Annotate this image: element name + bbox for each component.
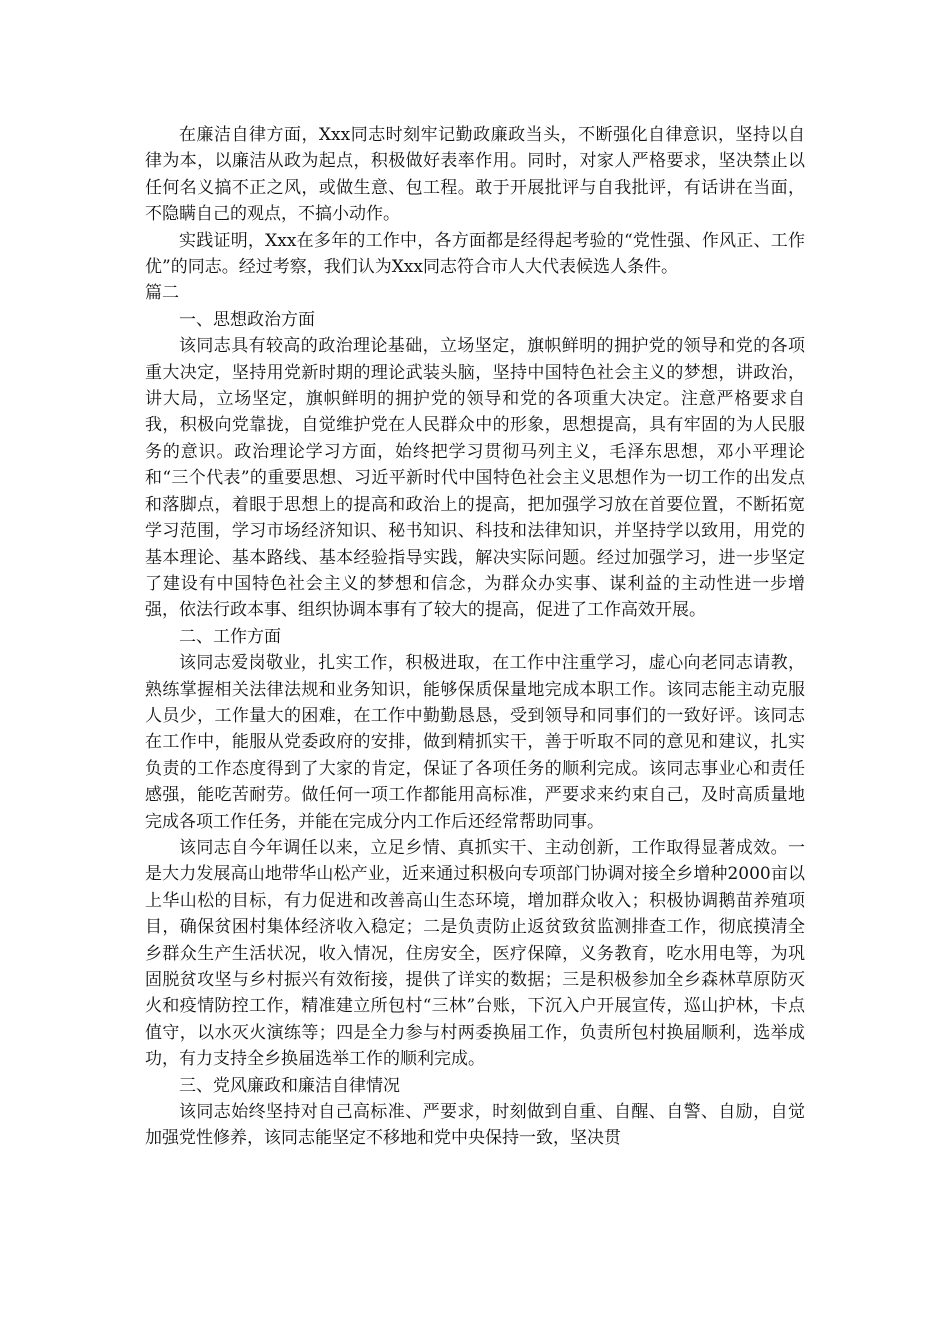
subheading-work: 二、工作方面	[179, 626, 281, 647]
paragraph-self-discipline: 在廉洁自律方面，Xxx同志时刻牢记勤政廉政当头，不断强化自律意识，坚持以自律为本，以廉洁从政为起点，积极做好表率作用。同时，对家人严格要求，坚决禁止以任何名义搞不正之风，或做生意、包工程。敢于开展批评与自我批评，有话讲在当面，不隐瞒自己的观点，不搞小动作。	[145, 125, 805, 225]
paragraph-achievements: 该同志自今年调任以来，立足乡情、真抓实干、主动创新，工作取得显著成效。一是大力发展高山地带华山松产业，近来通过积极向专项部门协调对接全乡增种2000亩以上华山松的目标，有力促进和改善高山生态环境，增加群众收入；积极协调鹅苗养殖项目，确保贫困村集体经济收入稳定；二是负责防止返贫致贫监测排查工作，彻底摸清全乡群众生产生活状况，收入情况，住房安全，医疗保障，义务教育，吃水用电等，为巩固脱贫攻坚与乡村振兴有效衔接，提供了详实的数据；三是积极参加全乡森林草原防灭火和疫情防控工作，精准建立所包村“三林”台账，下沉入户开展宣传，巡山护林，卡点值守，以水灭火演练等；四是全力参与村两委换届工作，负责所包村换届顺利，选举成功，有力支持全乡换届选举工作的顺利完成。	[145, 837, 805, 1070]
paragraph-political: 该同志具有较高的政治理论基础，立场坚定，旗帜鲜明的拥护党的领导和党的各项重大决定，坚持用党新时期的理论武装头脑，坚持中国特色社会主义的梦想，讲政治，讲大局，立场坚定，旗帜鲜明的拥护党的领导和党的各项重大决定。注意严格要求自我，积极向党靠拢，自觉维护党在人民群众中的形象，思想提高，具有牢固的为人民服务的意识。政治理论学习方面，始终把学习贯彻马列主义，毛泽东思想，邓小平理论和“三个代表”的重要思想、习近平新时代中国特色社会主义思想作为一切工作的出发点和落脚点，着眼于思想上的提高和政治上的提高，把加强学习放在首要位置，不断拓宽学习范围，学习市场经济知识、秘书知识、科技和法律知识，并坚持学以致用，用党的基本理论、基本路线、基本经验指导实践，解决实际问题。经过加强学习，进一步坚定了建设有中国特色社会主义的梦想和信念，为群众办实事、谋利益的主动性进一步增强，依法行政本事、组织协调本事有了较大的提高，促进了工作高效开展。	[145, 336, 805, 621]
paragraph-work: 该同志爱岗敬业，扎实工作，积极进取，在工作中注重学习，虚心向老同志请教，熟练掌握相关法律法规和业务知识，能够保质保量地完成本职工作。该同志能主动克服人员少，工作量大的困难，在工作中勤勤恳恳，受到领导和同事们的一致好评。该同志在工作中，能服从党委政府的安排，做到精抓实干，善于听取不同的意见和建议，扎实负责的工作态度得到了大家的肯定，保证了各项任务的顺利完成。该同志事业心和责任感强，能吃苦耐劳。做任何一项工作都能用高标准，严要求来约束自己，及时高质量地完成各项工作任务，并能在完成分内工作后还经常帮助同事。	[145, 653, 805, 832]
section-title: 篇二	[145, 283, 179, 304]
paragraph-conclusion: 实践证明，Xxx在多年的工作中，各方面都是经得起考验的“党性强、作风正、工作优”的同志。经过考察，我们认为Xxx同志符合市人大代表候选人条件。	[145, 230, 805, 278]
subheading-political: 一、思想政治方面	[179, 309, 315, 330]
document-body	[145, 122, 805, 1152]
subheading-integrity: 三、党风廉政和廉洁自律情况	[179, 1075, 400, 1096]
paragraph-integrity: 该同志始终坚持对自己高标准、严要求，时刻做到自重、自醒、自警、自励，自觉加强党性修养，该同志能坚定不移地和党中央保持一致，坚决贯	[145, 1102, 805, 1149]
